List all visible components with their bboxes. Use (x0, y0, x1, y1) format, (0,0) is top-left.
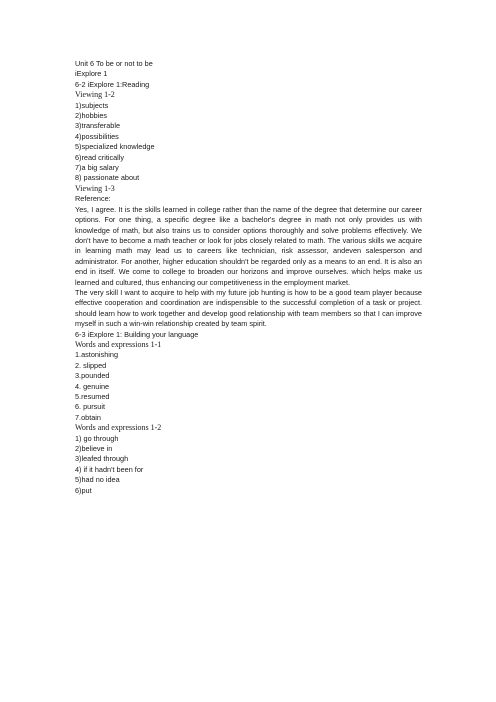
document-line: 6)put (75, 485, 92, 495)
top-line-list (75, 59, 422, 205)
document-line: Words and expressions 1-2 (75, 423, 162, 433)
document-line: 6. pursuit (75, 402, 106, 412)
document-line: 4. genuine (75, 381, 110, 391)
document-line: Unit 6 To be or not to be (75, 59, 153, 68)
document-line: 7)a big salary (75, 163, 119, 173)
document-line: Words and expressions 1-1 (75, 339, 162, 349)
document-line: 5)specialized knowledge (75, 142, 155, 152)
document-line: 1) go through (75, 433, 119, 443)
document-line: 5)had no idea (75, 475, 120, 485)
document-line: Viewing 1-3 (75, 183, 115, 193)
document-line: 1)subjects (75, 100, 109, 110)
reference-paragraph-2: The very skill I want to acquire to help with my future job hunting is how to be a good team player because effective cooperation and coordination are indispensible to the successful completion of a task or project. should learn how to work together and develop good relationship with team members so that I can improve myself in such a win-win relationship created by team spirit. (75, 287, 422, 329)
document-line: 3)transferable (75, 121, 121, 131)
document-line: 7.obtain (75, 412, 101, 422)
document-line: 2. slipped (75, 360, 107, 370)
document-line: Reference: (75, 194, 111, 204)
document-line: 2)believe in (75, 444, 113, 454)
document-line: 3.pounded (75, 371, 110, 381)
document-line: 6-2 iExplore 1:Reading (75, 79, 150, 89)
document-line: 2)hobbies (75, 111, 108, 121)
document-line: Viewing 1-2 (75, 90, 115, 100)
document-line: 6-3 iExplore 1: Building your language (75, 329, 199, 339)
reference-paragraph-1: Yes, I agree. It is the skills learned in college rather than the name of the degree that determine our career options. For one thing, a specific degree like a bachelor's degree in math not only provides us with knowledge of math, but also trains us to consider options thoroughly and solve problems effectively. We don't have to become a math teacher or look for jobs closely related to math. The various skills we acquire in learning math may lead us to careers like technician, risk assessor, andeven salesperson and administrator. For another, higher education shouldn't be regarded only as a means to an end. It is also an end in itself. We come to college to broaden our horizons and improve ourselves. which helps make us learned and cultured, thus enhancing our competitiveness in the employment market. (75, 204, 422, 287)
bottom-line-list (75, 330, 422, 497)
document-line: 5.resumed (75, 392, 110, 401)
document-line: 4) if it hadn't been for (75, 464, 144, 474)
document-line: 6)read critically (75, 152, 125, 162)
document-page (75, 59, 422, 496)
document-line: 4)possibilities (75, 131, 119, 141)
document-line: 1.astonishing (75, 350, 119, 360)
document-line: 8) passionate about (75, 173, 140, 183)
document-line: iExplore 1 (75, 69, 108, 79)
document-line: 3)leafed through (75, 454, 129, 464)
